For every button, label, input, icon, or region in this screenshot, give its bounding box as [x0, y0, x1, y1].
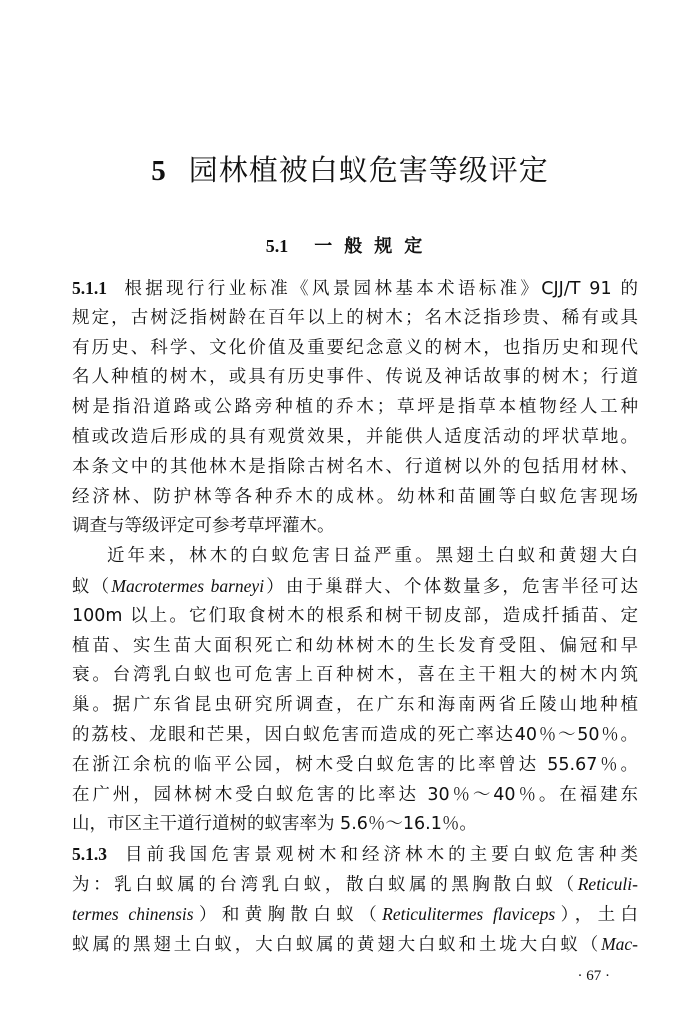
paragraph-line: 植或改造后形成的具有观赏效果，并能供人适度活动的坪状草地。: [72, 426, 638, 447]
paragraph-text: 蚁（: [72, 576, 112, 597]
paragraph-line: 衰。台湾乳白蚁也可危害上百种树木，喜在主干粗大的树木内筑: [72, 665, 638, 686]
paragraph-line: 近年来，林木的白蚁危害日益严重。黑翅土白蚁和黄翅大白: [107, 546, 638, 567]
chapter-title: [0, 148, 700, 189]
clause-number: 5.1.1: [72, 278, 107, 298]
paragraph-text: ），土白: [555, 904, 638, 925]
paragraph-line: [72, 840, 638, 870]
section-title-text: 一般规定: [314, 236, 435, 257]
paragraph-line: 山，市区主干道行道树的蚁害率为 5.6％～16.1％。: [72, 814, 477, 835]
paragraph-line: 巢。据广东省昆虫研究所调查，在广东和海南两省丘陵山地种植: [72, 695, 638, 716]
paragraph-line: 在浙江余杭的临平公园，树木受白蚁危害的比率曾达 55.67％。: [72, 754, 638, 775]
paragraph-line: 规定，古树泛指树龄在百年以上的树木；名木泛指珍贵、稀有或具: [72, 307, 638, 328]
species-name: Mac-: [601, 933, 638, 954]
paragraph-line: 树是指沿道路或公路旁种植的乔木；草坪是指草本植物经人工种: [72, 397, 638, 418]
paragraph-line: 植苗、实生苗大面积死亡和幼林树木的生长发育受阻、偏冠和早: [72, 635, 638, 656]
species-name: Macrotermes barneyi: [111, 575, 265, 596]
paragraph-line: 100m 以上。它们取食树木的根系和树干韧皮部，造成扦插苗、定: [72, 605, 638, 626]
paragraph-text: 蚁属的黑翅土白蚁，大白蚁属的黄翅大白蚁和土垅大白蚁（: [72, 934, 602, 955]
chapter-title-text: 园林植被白蚁危害等级评定: [188, 153, 549, 187]
paragraph-text: 根据现行行业标准《风景园林基本术语标准》CJJ/T 91 的: [121, 279, 638, 299]
section-title: [0, 232, 700, 258]
paragraph-line: [72, 572, 638, 602]
paragraph-line: 的荔枝、龙眼和芒果，因白蚁危害而造成的死亡率达40％～50％。: [72, 724, 638, 745]
paragraph-line: 经济林、防护林等各种乔木的成林。幼林和苗圃等白蚁危害现场: [72, 486, 638, 507]
paragraph-line: 调查与等级评定可参考草坪灌木。: [72, 516, 335, 537]
species-name: Reticuli-: [577, 873, 638, 894]
paragraph-text: ）由于巢群大、个体数量多，危害半径可达: [264, 576, 638, 597]
species-name: termes chinensis: [72, 903, 194, 924]
page-number: · 67 ·: [577, 968, 610, 984]
body-text: [72, 274, 638, 959]
paragraph-line: [72, 900, 638, 930]
clause-number: 5.1.3: [72, 844, 107, 865]
paragraph-text: 目前我国危害景观树木和经济林木的主要白蚁危害种类: [121, 845, 638, 866]
paragraph-line: [72, 930, 638, 960]
species-name: Reticulitermes flaviceps: [382, 903, 556, 924]
paragraph-line: 本条文中的其他林木是指除古树名木、行道树以外的包括用材林、: [72, 456, 638, 477]
paragraph-line: [72, 870, 638, 900]
paragraph-line: 有历史、科学、文化价值及重要纪念意义的树木，也指历史和现代: [72, 337, 638, 358]
chapter-number: 5: [151, 155, 167, 187]
paragraph-line: 在广州，园林树木受白蚁危害的比率达 30％～40％。在福建东: [72, 784, 638, 805]
section-number: 5.1: [265, 236, 289, 256]
paragraph-line: 名人种植的树木，或具有历史事件、传说及神话故事的树木；行道: [72, 367, 638, 388]
paragraph-text: ）和黄胸散白蚁（: [193, 904, 383, 925]
paragraph-line: [72, 274, 638, 304]
paragraph-text: 为：乳白蚁属的台湾乳白蚁，散白蚁属的黑胸散白蚁（: [72, 874, 578, 895]
